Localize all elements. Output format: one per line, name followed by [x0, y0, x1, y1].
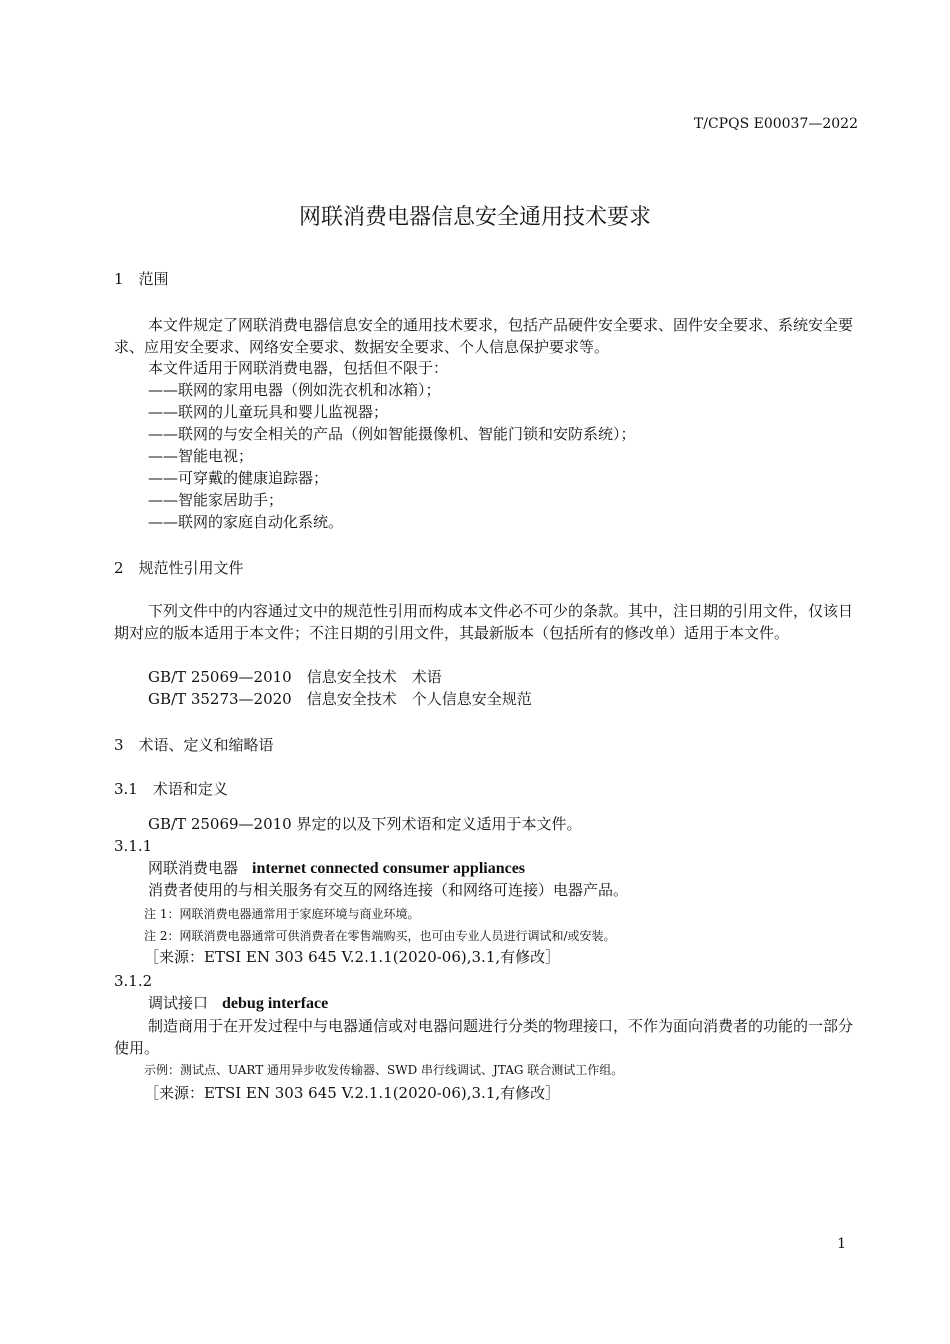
term-english-name: debug interface [222, 995, 329, 1012]
list-item: ——联网的儿童玩具和婴儿监视器； [148, 403, 389, 421]
reference-item: GB/T 35273—2020 信息安全技术 个人信息安全规范 [148, 690, 532, 708]
term-chinese-name: 调试接口 [148, 994, 209, 1012]
term-example: 示例：测试点、UART 通用异步收发传输器、SWD 串行线调试、JTAG 联合测试工作组。 [144, 1063, 624, 1077]
term-number: 3.1.1 [114, 837, 153, 855]
section-3-1-heading: 3.1 术语和定义 [114, 780, 228, 798]
list-item: ——联网的家用电器（例如洗衣机和冰箱）； [148, 381, 441, 399]
section-2-paragraph: 下列文件中的内容通过文中的规范性引用而构成本文件必不可少的条款。其中，注日期的引用文件，仅该日期对应的版本适用于本文件；不注日期的引用文件，其最新版本（包括所有的修改单）适用于本文件。 [114, 602, 854, 642]
term-title [148, 857, 525, 880]
list-item: ——联网的家庭自动化系统。 [148, 513, 344, 531]
list-item: ——智能家居助手； [148, 491, 284, 509]
section-1-paragraph-2: 本文件适用于网联消费电器，包括但不限于： [148, 359, 449, 377]
page-number: 1 [837, 1236, 846, 1252]
term-english-name: internet connected consumer appliances [252, 860, 526, 877]
section-1-heading: 1 范围 [114, 270, 169, 288]
section-2-heading: 2 规范性引用文件 [114, 559, 244, 577]
list-item: ——可穿戴的健康追踪器； [148, 469, 329, 487]
term-chinese-name: 网联消费电器 [148, 859, 239, 877]
term-number: 3.1.2 [114, 972, 153, 990]
section-3-1-intro: GB/T 25069—2010 界定的以及下列术语和定义适用于本文件。 [148, 815, 582, 833]
term-note: 注 2：网联消费电器通常可供消费者在零售端购买，也可由专业人员进行调试和/或安装。 [144, 929, 616, 943]
list-item: ——联网的与安全相关的产品（例如智能摄像机、智能门锁和安防系统）； [148, 425, 636, 443]
reference-item: GB/T 25069—2010 信息安全技术 术语 [148, 668, 442, 686]
term-title [148, 992, 328, 1015]
term-definition: 消费者使用的与相关服务有交互的网络连接（和网络可连接）电器产品。 [148, 881, 629, 899]
term-source: ［来源：ETSI EN 303 645 V.2.1.1(2020-06),3.1,有修改］ [144, 948, 561, 966]
section-1-paragraph-1: 本文件规定了网联消费电器信息安全的通用技术要求，包括产品硬件安全要求、固件安全要求、系统安全要求、应用安全要求、网络安全要求、数据安全要求、个人信息保护要求等。 [114, 316, 854, 356]
section-3-heading: 3 术语、定义和缩略语 [114, 736, 274, 754]
term-definition: 制造商用于在开发过程中与电器通信或对电器问题进行分类的物理接口，不作为面向消费者的功能的一部分使用。 [114, 1017, 854, 1057]
term-source: ［来源：ETSI EN 303 645 V.2.1.1(2020-06),3.1,有修改］ [144, 1084, 561, 1102]
list-item: ——智能电视； [148, 447, 254, 465]
document-title: 网联消费电器信息安全通用技术要求 [298, 205, 651, 230]
term-note: 注 1：网联消费电器通常用于家庭环境与商业环境。 [144, 907, 420, 921]
standard-number: T/CPQS E00037—2022 [693, 116, 858, 132]
